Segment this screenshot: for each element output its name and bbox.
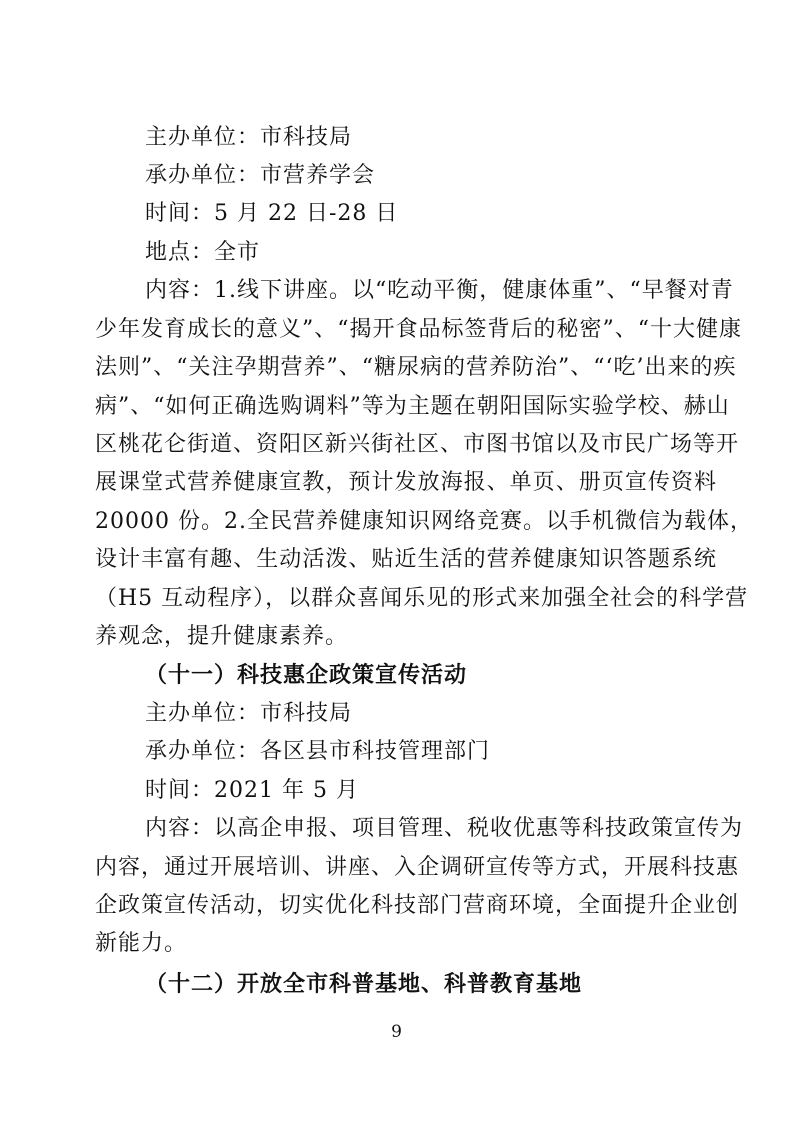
co-organizer-line: 承办单位：市营养学会 xyxy=(145,163,376,188)
location-line: 地点：全市 xyxy=(145,240,261,265)
content-line: 养观念，提升健康素养。 xyxy=(95,624,349,649)
content-line: 内容，通过开展培训、讲座、入企调研宣传等方式，开展科技惠 xyxy=(95,855,740,880)
organizer-line: 主办单位：市科技局 xyxy=(145,701,353,726)
organizer-line: 主办单位：市科技局 xyxy=(145,125,353,150)
content-line: （H5 互动程序），以群众喜闻乐见的形式来加强全社会的科学营 xyxy=(95,586,749,611)
co-organizer-line: 承办单位：各区县市科技管理部门 xyxy=(145,739,491,764)
content-line: 区桃花仑街道、资阳区新兴街社区、市图书馆以及市民广场等开 xyxy=(95,432,740,457)
content-line: 法则”、“关注孕期营养”、“糖尿病的营养防治”、“‘吃’出来的疾 xyxy=(95,355,737,380)
content-line: 20000 份。2.全民营养健康知识网络竞赛。以手机微信为载体， xyxy=(95,509,753,534)
page-number: 9 xyxy=(391,1022,402,1042)
section-heading: （十二）开放全市科普基地、科普教育基地 xyxy=(145,971,583,997)
section-heading: （十一）科技惠企政策宣传活动 xyxy=(145,662,468,688)
content-line: 少年发育成长的意义”、“揭开食品标签背后的秘密”、“十大健康 xyxy=(95,317,742,342)
time-line: 时间：5 月 22 日-28 日 xyxy=(145,201,399,226)
content-line: 设计丰富有趣、生动活泼、贴近生活的营养健康知识答题系统 xyxy=(95,547,717,572)
content-line: 企政策宣传活动，切实优化科技部门营商环境，全面提升企业创 xyxy=(95,893,740,918)
content-line: 内容：以高企申报、项目管理、税收优惠等科技政策宣传为 xyxy=(145,816,744,841)
content-line: 展课堂式营养健康宣教，预计发放海报、单页、册页宣传资料 xyxy=(95,470,717,495)
content-line: 病”、“如何正确选购调料”等为主题在朝阳国际实验学校、赫山 xyxy=(95,394,730,419)
content-line: 内容：1.线下讲座。以“吃动平衡，健康体重”、“早餐对青 xyxy=(145,278,734,303)
time-line: 时间：2021 年 5 月 xyxy=(145,778,359,803)
content-line: 新能力。 xyxy=(95,931,188,956)
